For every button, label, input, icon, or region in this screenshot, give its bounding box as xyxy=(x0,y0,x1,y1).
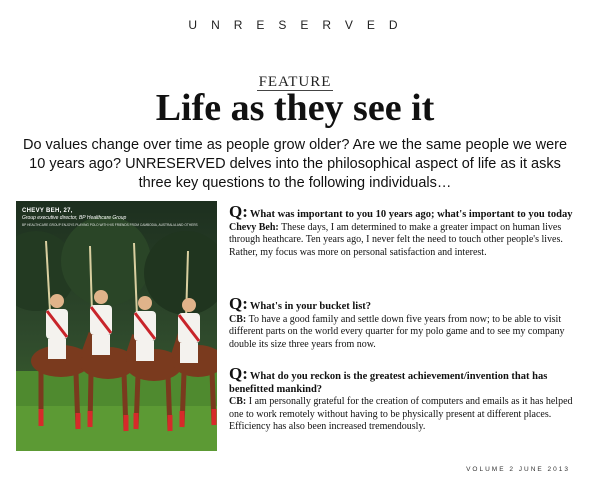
answer-3 xyxy=(229,396,581,434)
answer-2 xyxy=(229,314,581,352)
magazine-masthead: UNRESERVED xyxy=(188,18,412,32)
polo-photo-illustration xyxy=(16,201,217,451)
q-marker: Q: xyxy=(229,294,248,313)
answer-1 xyxy=(229,222,581,260)
qa-block-2 xyxy=(229,294,581,351)
question-text: What do you reckon is the greatest achievement/invention that has benefitted mankind? xyxy=(229,371,548,395)
answer-text: I am personally grateful for the creation of computers and emails as it has helped one to work remotely without having to be physically present at different places. Efficiency has also been increased tremendously. xyxy=(229,396,573,433)
article-intro: Do values change over time as people grow older? Are we the same people we were 10 years ago? UNRESERVED delves into the philosophical aspect of life as it asks three key questions to the following individuals… xyxy=(22,137,568,191)
polo-team-photo xyxy=(16,201,217,451)
answer-speaker: CB: xyxy=(229,313,247,325)
q-marker: Q: xyxy=(229,364,248,383)
question-3 xyxy=(229,364,581,396)
answer-speaker: CB: xyxy=(229,396,247,408)
photo-caption-role: Group executive director, BP Healthcare Group xyxy=(22,215,127,221)
issue-footer: VOLUME 2 JUNE 2013 xyxy=(466,466,570,473)
question-text: What was important to you 10 years ago; what's important to you today xyxy=(249,209,573,220)
photo-caption-name: CHEVY BEH, 27, xyxy=(22,208,73,214)
question-2 xyxy=(229,294,581,314)
photo-caption-text: BP HEALTHCARE GROUP ENJOYS PLAYING POLO WITH HIS FRIENDS FROM CAMBODIA, AUSTRALIA AND OTHERS xyxy=(22,223,198,227)
answer-text: These days, I am determined to make a greater impact on human lives through heathcare. Ten years ago, I never felt the need to touch other people's lives. Rather, my focus was more on personal satisfaction and interest. xyxy=(229,221,563,258)
answer-speaker: Chevy Beh: xyxy=(229,221,279,233)
article-headline: Life as they see it xyxy=(155,87,435,129)
q-marker: Q: xyxy=(229,202,248,221)
qa-block-1 xyxy=(229,202,581,259)
qa-block-3 xyxy=(229,364,581,434)
answer-text: To have a good family and settle down five years from now; to be able to visit different parts on the world every quarter for my polo game and to see my company double its size three years from now. xyxy=(229,313,565,350)
photo-caption xyxy=(22,208,212,227)
section-label-text: FEATURE xyxy=(258,74,332,90)
question-1 xyxy=(229,202,581,222)
question-text: What's in your bucket list? xyxy=(249,301,372,312)
